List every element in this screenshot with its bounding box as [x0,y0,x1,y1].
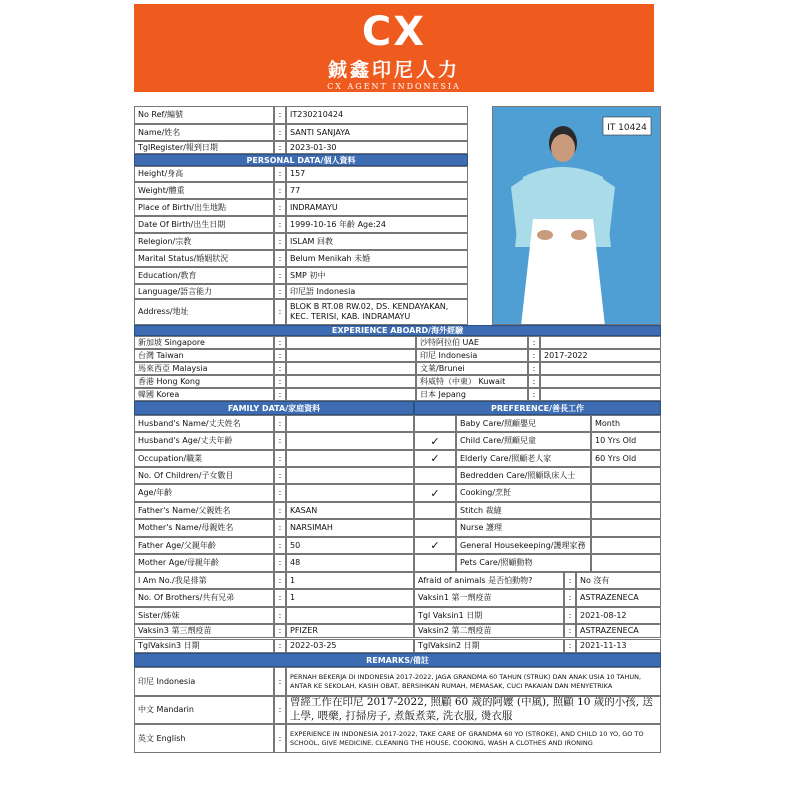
preference-row [414,450,661,467]
family-row [134,467,414,484]
colon: : [564,589,576,607]
preference-label: Pets Care/照顧動物 [456,554,591,572]
remark-row [134,724,661,753]
family-value: 50 [286,537,414,554]
personal-row [134,233,468,250]
family-value [286,607,414,624]
preference-value [591,502,661,519]
family-value: 1 [286,572,414,589]
family-value: NARSIMAH [286,519,414,537]
experience-years [540,336,661,349]
company-name-english: CX AGENT INDONESIA [327,82,461,91]
colon: : [274,724,286,753]
experience-country: 韓國 Korea [134,388,274,401]
register-value: 2023-01-30 [286,141,468,154]
preference-row [414,432,661,450]
colon: : [564,639,576,653]
colon: : [528,375,540,388]
vaccine-value: PFIZER [286,624,414,638]
family-value [286,484,414,502]
family-label: No. Of Children/子女數目 [134,467,274,484]
preference-check [414,519,456,537]
experience-row [134,336,661,349]
preference-value [591,554,661,572]
preference-check: ✓ [414,450,456,467]
colon: : [274,362,286,375]
experience-years [540,375,661,388]
experience-years: 2017-2022 [540,349,661,362]
experience-years [540,388,661,401]
family-value: 1 [286,589,414,607]
family-row [134,572,414,589]
preference-label: Cooking/烹飪 [456,484,591,502]
remark-language: 英文 English [134,724,274,753]
vaccine-label: TglVaksin2 日期 [414,639,564,653]
preference-label: Nurse 護理 [456,519,591,537]
experience-years [286,336,416,349]
colon: : [274,572,286,589]
personal-row [134,182,468,199]
family-data-header: FAMILY DATA/家庭資料 [134,401,414,415]
ref-row [134,106,492,124]
colon: : [274,450,286,467]
biodata-form [134,106,661,753]
experience-country: 文萊/Brunei [416,362,528,375]
experience-country: 沙特阿拉伯 UAE [416,336,528,349]
family-row [134,607,414,624]
personal-row [134,216,468,233]
extra-label: Afraid of animals 是否怕動物? [414,572,564,589]
family-row [134,450,414,467]
vaccine-label: TglVaksin3 日期 [134,639,274,653]
family-row [134,432,414,450]
preference-check [414,554,456,572]
colon: : [274,537,286,554]
preference-label: Bedredden Care/照顧臥床人士 [456,467,591,484]
personal-data-header: PERSONAL DATA/個人資料 [134,154,468,166]
personal-value: BLOK B RT.08 RW.02, DS. KENDAYAKAN, KEC. TERISI, KAB. INDRAMAYU [286,299,468,325]
colon: : [274,166,286,182]
extra-value: 2021-08-12 [576,607,661,624]
family-label: Father Age/父親年齡 [134,537,274,554]
family-row [134,589,414,607]
preference-value [591,467,661,484]
preference-check [414,415,456,432]
colon: : [274,182,286,199]
remark-language: 中文 Mandarin [134,696,274,724]
preference-header: PREFERENCE/善長工作 [414,401,661,415]
experience-country: 日本 Jepang [416,388,528,401]
personal-label: Relegion/宗教 [134,233,274,250]
family-label: No. Of Brothers/共有兄弟 [134,589,274,607]
personal-row [134,250,468,267]
remark-text: EXPERIENCE IN INDONESIA 2017-2022, TAKE CARE OF GRANDMA 60 YO (STROKE), AND CHILD 10 YO, GO TO SCHOOL, GIVE MEDICINE, CLEANING THE HOUSE, COOKING, WASH A CLOTHES AND IRONING [286,724,661,753]
register-row [134,141,492,154]
preference-check [414,467,456,484]
preference-label: Baby Care/照顧嬰兒 [456,415,591,432]
family-row [134,484,414,502]
colon: : [528,336,540,349]
family-label: Age/年齡 [134,484,274,502]
personal-value: SMP 初中 [286,267,468,284]
preference-value: Month [591,415,661,432]
colon: : [274,388,286,401]
colon: : [274,696,286,724]
preference-value: 60 Yrs Old [591,450,661,467]
company-name-chinese: 鋮鑫印尼人力 [327,59,460,81]
colon: : [274,141,286,154]
preference-value [591,537,661,554]
personal-value: 77 [286,182,468,199]
colon: : [528,349,540,362]
colon: : [528,388,540,401]
experience-row [134,375,661,388]
colon: : [274,336,286,349]
extra-label: Vaksin1 第一劑疫苗 [414,589,564,607]
preference-check: ✓ [414,432,456,450]
personal-row [134,199,468,216]
experience-country: 印尼 Indonesia [416,349,528,362]
family-row [134,519,414,537]
vaccine-value: ASTRAZENECA [576,624,661,638]
preference-row [414,537,661,554]
colon: : [274,607,286,624]
colon: : [274,375,286,388]
preference-value [591,484,661,502]
personal-row [134,299,468,325]
experience-row [134,388,661,401]
colon: : [528,362,540,375]
personal-label: Marital Status/婚姻狀況 [134,250,274,267]
colon: : [274,639,286,653]
remark-language: 印尼 Indonesia [134,667,274,696]
colon: : [274,233,286,250]
colon: : [274,216,286,233]
preference-value: 10 Yrs Old [591,432,661,450]
ref-value: IT230210424 [286,106,468,124]
colon: : [274,106,286,124]
experience-country: 台灣 Taiwan [134,349,274,362]
family-value: 48 [286,554,414,572]
experience-years [286,388,416,401]
remark-text: 曾經工作在印尼 2017-2022, 照顧 60 歲的阿嬤 (中風), 照顧 10 歲的小孩, 送上學, 喂藥, 打掃房子, 煮飯煮菜, 洗衣服, 燙衣服 [286,696,661,724]
preference-row [414,554,661,572]
family-label: Sister/姊妹 [134,607,274,624]
preference-label: Elderly Care/照顧老人家 [456,450,591,467]
extra-row [414,572,661,589]
experience-country: 新加坡 Singapore [134,336,274,349]
photo-id-tag: IT 10424 [607,123,647,133]
name-row [134,124,492,141]
preference-row [414,467,661,484]
personal-label: Weight/體重 [134,182,274,199]
vaccine-value: 2022-03-25 [286,639,414,653]
extra-value: ASTRAZENECA [576,589,661,607]
experience-header: EXPERIENCE ABOARD/海外經驗 [134,325,661,336]
extra-label: Tgl Vaksin1 日期 [414,607,564,624]
colon: : [564,572,576,589]
personal-row [134,166,468,182]
preference-check [414,502,456,519]
colon: : [274,624,286,638]
personal-row [134,284,468,299]
vaccine-row [134,639,661,653]
preference-row [414,519,661,537]
extra-row [414,589,661,607]
candidate-photo [492,106,661,325]
vaccine-label: Vaksin3 第三劑疫苗 [134,624,274,638]
vaccine-label: Vaksin2 第二劑疫苗 [414,624,564,638]
extra-row [414,607,661,624]
colon: : [274,519,286,537]
remark-row [134,696,661,724]
remarks-header: REMARKS/備註 [134,653,661,667]
family-label: Mother's Name/母親姓名 [134,519,274,537]
family-row [134,502,414,519]
colon: : [274,267,286,284]
family-label: Husband's Age/丈夫年齡 [134,432,274,450]
family-value [286,467,414,484]
personal-value: ISLAM 回教 [286,233,468,250]
preference-check: ✓ [414,537,456,554]
personal-label: Address/地址 [134,299,274,325]
colon: : [274,124,286,141]
family-value: KASAN [286,502,414,519]
personal-value: 印尼語 Indonesia [286,284,468,299]
family-label: Father's Name/父親姓名 [134,502,274,519]
extra-value: No 沒有 [576,572,661,589]
experience-row [134,349,661,362]
personal-label: Date Of Birth/出生日期 [134,216,274,233]
preference-row [414,502,661,519]
colon: : [274,250,286,267]
colon: : [274,432,286,450]
personal-label: Place of Birth/出生地點 [134,199,274,216]
colon: : [274,484,286,502]
family-label: I Am No./我是排第 [134,572,274,589]
family-row [134,537,414,554]
family-value [286,450,414,467]
colon: : [274,554,286,572]
preference-label: General Housekeeping/護理家務 [456,537,591,554]
family-label: Mother Age/母親年齡 [134,554,274,572]
vaccine-row [134,624,661,638]
experience-country: 科威特（中東） Kuwait [416,375,528,388]
preference-row [414,484,661,502]
colon: : [274,415,286,432]
personal-value: Belum Menikah 未婚 [286,250,468,267]
colon: : [564,624,576,638]
family-value [286,415,414,432]
personal-label: Height/身高 [134,166,274,182]
preference-label: Stitch 裁縫 [456,502,591,519]
name-value: SANTI SANJAYA [286,124,468,141]
family-value [286,432,414,450]
preference-label: Child Care/照顧兒童 [456,432,591,450]
experience-country: 馬來西亞 Malaysia [134,362,274,375]
experience-years [540,362,661,375]
colon: : [274,502,286,519]
experience-years [286,362,416,375]
personal-value: INDRAMAYU [286,199,468,216]
preference-value [591,519,661,537]
personal-label: Education/教育 [134,267,274,284]
colon: : [274,667,286,696]
header-banner [134,4,654,92]
ref-label: No Ref/編號 [134,106,274,124]
vaccine-value: 2021-11-13 [576,639,661,653]
family-row [134,554,414,572]
colon: : [274,199,286,216]
colon: : [274,299,286,325]
family-label: Occupation/職業 [134,450,274,467]
name-label: Name/姓名 [134,124,274,141]
family-row [134,415,414,432]
colon: : [274,284,286,299]
preference-row [414,415,661,432]
remark-text: PERNAH BEKERJA DI INDONESIA 2017-2022, JAGA GRANDMA 60 TAHUN (STRUK) DAN ANAK USIA 10 TAHUN, ANTAR KE SEKOLAH, KASIH OBAT, BERSIHKAN RUMAH, MEMASAK, CUCI PAKAIAN DAN MENYETRIKA [286,667,661,696]
personal-value: 1999-10-16 年齡 Age:24 [286,216,468,233]
experience-years [286,375,416,388]
register-label: TglRegister/報到日期 [134,141,274,154]
personal-row [134,267,468,284]
colon: : [274,467,286,484]
remark-row [134,667,661,696]
family-label: Husband's Name/丈夫姓名 [134,415,274,432]
colon: : [274,349,286,362]
personal-value: 157 [286,166,468,182]
preference-check: ✓ [414,484,456,502]
experience-country: 香港 Hong Kong [134,375,274,388]
colon: : [274,589,286,607]
colon: : [564,607,576,624]
experience-row [134,362,661,375]
experience-years [286,349,416,362]
personal-label: Language/語言能力 [134,284,274,299]
candidate-photo-image [493,107,661,325]
company-logo: CX [361,9,427,55]
